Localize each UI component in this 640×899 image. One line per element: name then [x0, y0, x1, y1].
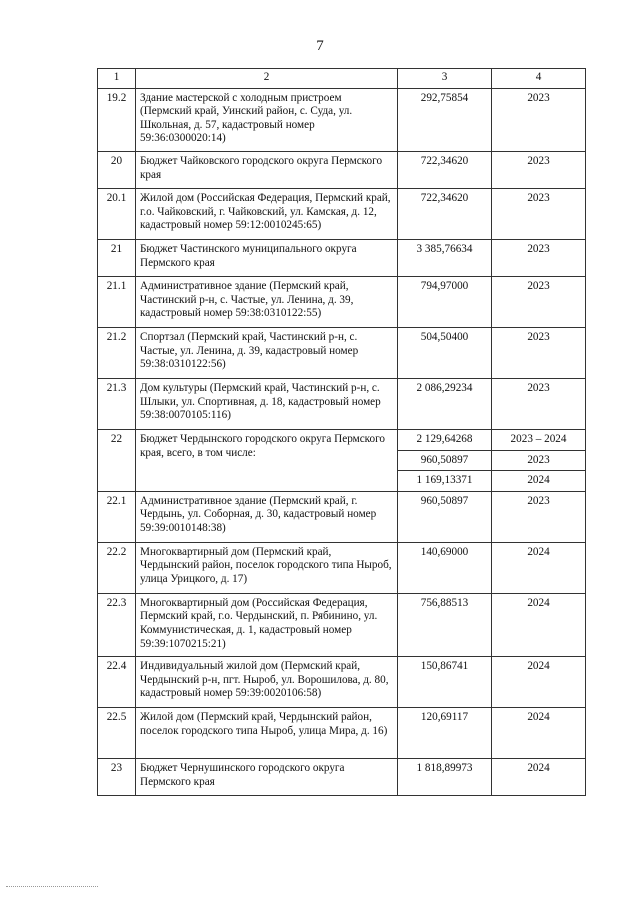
row-year: 2024	[492, 542, 586, 593]
row-description: Спортзал (Пермский край, Частинский р-н, с. Частые, ул. Ленина, д. 39, кадастровый номер 59:38:0310122:56)	[136, 327, 398, 378]
row-amount: 722,34620	[398, 151, 492, 188]
row-amount: 150,86741	[398, 657, 492, 708]
row-amount: 722,34620	[398, 188, 492, 239]
row-description: Бюджет Частинского муниципального округа Пермского края	[136, 239, 398, 276]
row-description: Жилой дом (Российская Федерация, Пермский край, г.о. Чайковский, г. Чайковский, ул. Камская, д. 12, кадастровый номер 59:12:0010245:65)	[136, 188, 398, 239]
column-header-2: 2	[136, 69, 398, 89]
row-description: Индивидуальный жилой дом (Пермский край, Чердынский р-н, пгт. Ныроб, ул. Ворошилова, д. 80, кадастровый номер 59:39:0020106:58)	[136, 657, 398, 708]
table-row	[98, 657, 586, 708]
row-year: 2023	[492, 88, 586, 151]
row-amount: 3 385,76634	[398, 239, 492, 276]
row-number: 20	[98, 151, 136, 188]
row-number: 20.1	[98, 188, 136, 239]
row-number: 22.1	[98, 491, 136, 542]
row-description: Жилой дом (Пермский край, Чердынский район, поселок городского типа Ныроб, улица Мира, д. 16)	[136, 708, 398, 759]
row-amount: 292,75854	[398, 88, 492, 151]
row-number: 22	[98, 429, 136, 491]
row-number: 21.2	[98, 327, 136, 378]
table-header-row	[98, 69, 586, 89]
row-amount: 140,69000	[398, 542, 492, 593]
row-amount: 2 129,64268	[398, 429, 492, 450]
row-year: 2024	[492, 759, 586, 796]
row-year: 2023	[492, 378, 586, 429]
page-number: 7	[316, 38, 324, 54]
row-number: 21.3	[98, 378, 136, 429]
table-row	[98, 239, 586, 276]
column-header-1: 1	[98, 69, 136, 89]
row-year: 2023	[492, 491, 586, 542]
row-amount: 2 086,29234	[398, 378, 492, 429]
table-row	[98, 491, 586, 542]
table-row	[98, 759, 586, 796]
row-year: 2023	[492, 151, 586, 188]
row-amount: 960,50897	[398, 450, 492, 471]
row-description: Многоквартирный дом (Пермский край, Чердынский район, поселок городского типа Ныроб, улица Урицкого, д. 17)	[136, 542, 398, 593]
row-year: 2024	[492, 657, 586, 708]
table-row	[98, 188, 586, 239]
row-description: Многоквартирный дом (Российская Федерация, Пермский край, г.о. Чердынский, п. Рябинино, ул. Коммунистическая, д. 1, кадастровый номер 59:39:1070215:21)	[136, 593, 398, 656]
row-year: 2024	[492, 471, 586, 492]
row-number: 22.4	[98, 657, 136, 708]
table-row	[98, 327, 586, 378]
row-number: 22.2	[98, 542, 136, 593]
table-row	[98, 378, 586, 429]
row-year: 2023	[492, 450, 586, 471]
row-year: 2024	[492, 708, 586, 759]
row-description: Бюджет Чайковского городского округа Пермского края	[136, 151, 398, 188]
row-amount: 756,88513	[398, 593, 492, 656]
row-year: 2023 – 2024	[492, 429, 586, 450]
row-amount: 120,69117	[398, 708, 492, 759]
row-number: 19.2	[98, 88, 136, 151]
row-description: Здание мастерской с холодным пристроем (Пермский край, Уинский район, с. Суда, ул. Школьная, д. 57, кадастровый номер 59:36:0300020:14)	[136, 88, 398, 151]
row-amount: 504,50400	[398, 327, 492, 378]
row-year: 2023	[492, 188, 586, 239]
row-year: 2024	[492, 593, 586, 656]
column-header-4: 4	[492, 69, 586, 89]
row-amount: 794,97000	[398, 276, 492, 327]
row-description: Административное здание (Пермский край, г. Чердынь, ул. Соборная, д. 30, кадастровый номер 59:39:0010148:38)	[136, 491, 398, 542]
row-amount: 1 818,89973	[398, 759, 492, 796]
table-row	[98, 542, 586, 593]
table-row	[98, 151, 586, 188]
row-number: 21.1	[98, 276, 136, 327]
row-number: 21	[98, 239, 136, 276]
row-description: Бюджет Чердынского городского округа Пермского края, всего, в том числе:	[136, 429, 398, 491]
table-row	[98, 88, 586, 151]
row-year: 2023	[492, 327, 586, 378]
row-amount: 960,50897	[398, 491, 492, 542]
table-row	[98, 708, 586, 759]
column-header-3: 3	[398, 69, 492, 89]
row-year: 2023	[492, 276, 586, 327]
row-description: Бюджет Чернушинского городского округа Пермского края	[136, 759, 398, 796]
row-description: Дом культуры (Пермский край, Частинский р-н, с. Шлыки, ул. Спортивная, д. 18, кадастровый номер 59:38:0070105:116)	[136, 378, 398, 429]
row-number: 22.3	[98, 593, 136, 656]
row-year: 2023	[492, 239, 586, 276]
table-row	[98, 593, 586, 656]
row-amount: 1 169,13371	[398, 471, 492, 492]
table-row	[98, 429, 586, 450]
row-description: Административное здание (Пермский край, Частинский р-н, с. Частые, ул. Ленина, д. 39, кадастровый номер 59:38:0310122:55)	[136, 276, 398, 327]
table-row	[98, 276, 586, 327]
row-number: 22.5	[98, 708, 136, 759]
budget-table	[97, 68, 586, 796]
footer-divider	[6, 886, 98, 887]
row-number: 23	[98, 759, 136, 796]
